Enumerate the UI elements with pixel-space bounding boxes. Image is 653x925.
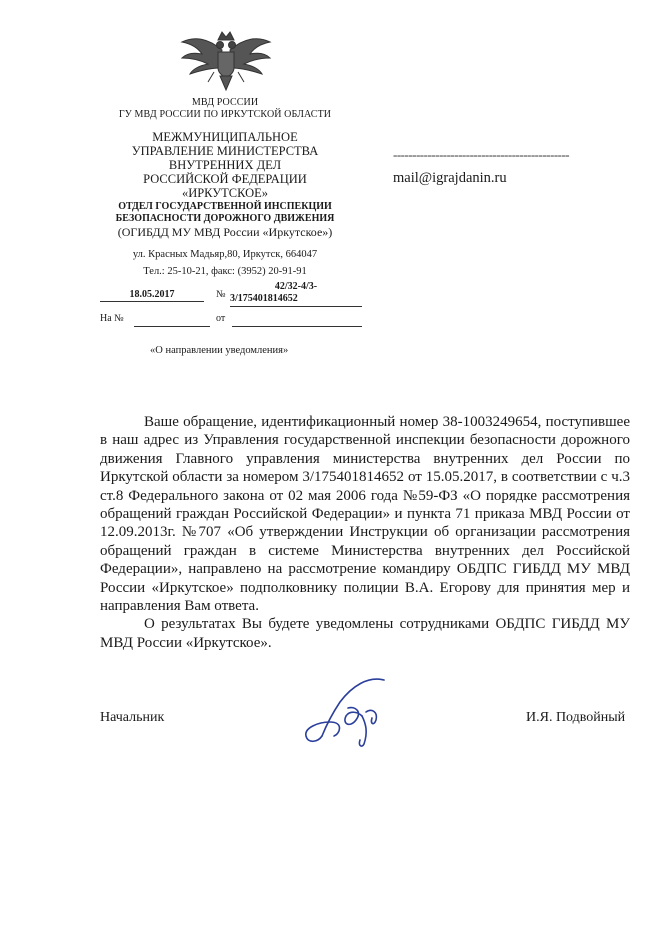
recipient-email: mail@igrajdanin.ru	[393, 170, 507, 186]
reg-number-label: №	[216, 289, 226, 300]
signatory-name: И.Я. Подвойный	[526, 710, 626, 725]
body-paragraph: О результатах Вы будете уведомлены сотрудниками ОБДПС ГИБДД МУ МВД России «Иркутское».	[100, 616, 630, 651]
dept-line: БЕЗОПАСНОСТИ ДОРОЖНОГО ДВИЖЕНИЯ	[115, 213, 335, 224]
org-line: УПРАВЛЕНИЕ МИНИСТЕРСТВА	[131, 144, 319, 158]
reg-number-line: 3/175401814652	[230, 293, 298, 304]
handwritten-signature	[296, 672, 406, 752]
org-line: ВНУТРЕННИХ ДЕЛ	[168, 158, 282, 172]
body-paragraph: Ваше обращение, идентификационный номер 38-1003249654, поступившее в наш адрес из Управления государственной инспекции безопасности дорожного движения Главного управления министерства внутренних дел России по Иркутской области за номером 3/175401814652 от 15.05.2017, в соответствии с ч.3 ст.8 Федерального закона от 02 мая 2006 года №59-ФЗ «О порядке рассмотрения обращений граждан Российской Федерации» и пункта 71 приказа МВД России от 12.09.2013г. №707 «Об утверждении Инструкции об организации рассмотрения обращений граждан в системе Министерства внутренних дел Российской Федерации», направлено на рассмотрение командиру ОБДПС ГИБДД МУ МВД России «Иркутское» подполковнику полиции В.А. Егорову для принятия мер и направления Вам ответа.	[100, 414, 630, 615]
subject: «О направлении уведомления»	[150, 345, 289, 356]
reg-number-line: 42/32-4/3-	[274, 281, 318, 292]
signatory-title: Начальник	[100, 710, 165, 725]
department-name	[60, 201, 390, 239]
org-line: МЕЖМУНИЦИПАЛЬНОЕ	[152, 130, 298, 144]
emblem-icon	[178, 28, 274, 94]
letter-body	[100, 413, 630, 652]
gu-line: ГУ МВД РОССИИ ПО ИРКУТСКОЙ ОБЛАСТИ	[118, 109, 332, 120]
dept-line: ОТДЕЛ ГОСУДАРСТВЕННОЙ ИНСПЕКЦИИ	[118, 201, 332, 212]
org-name	[60, 130, 390, 200]
ref-date-label: от	[216, 313, 226, 324]
ref-number-label: На №	[100, 313, 124, 324]
ref-date-line	[232, 326, 362, 327]
dept-abbr: (ОГИБДД МУ МВД России «Иркутское»)	[117, 225, 333, 239]
recipient-dashes: ----------------------------------------------	[393, 147, 570, 162]
address: ул. Красных Мадьяр,80, Иркутск, 664047	[132, 249, 318, 260]
ministry-short: МВД РОССИИ	[191, 97, 259, 108]
ref-number-line	[134, 326, 210, 327]
phone: Тел.: 25-10-21, факс: (3952) 20-91-91	[143, 266, 307, 277]
org-line: РОССИЙСКОЙ ФЕДЕРАЦИИ	[143, 172, 307, 186]
org-line: «ИРКУТСКОЕ»	[181, 186, 269, 200]
reg-number	[230, 281, 362, 307]
reg-date: 18.05.2017	[100, 289, 204, 302]
